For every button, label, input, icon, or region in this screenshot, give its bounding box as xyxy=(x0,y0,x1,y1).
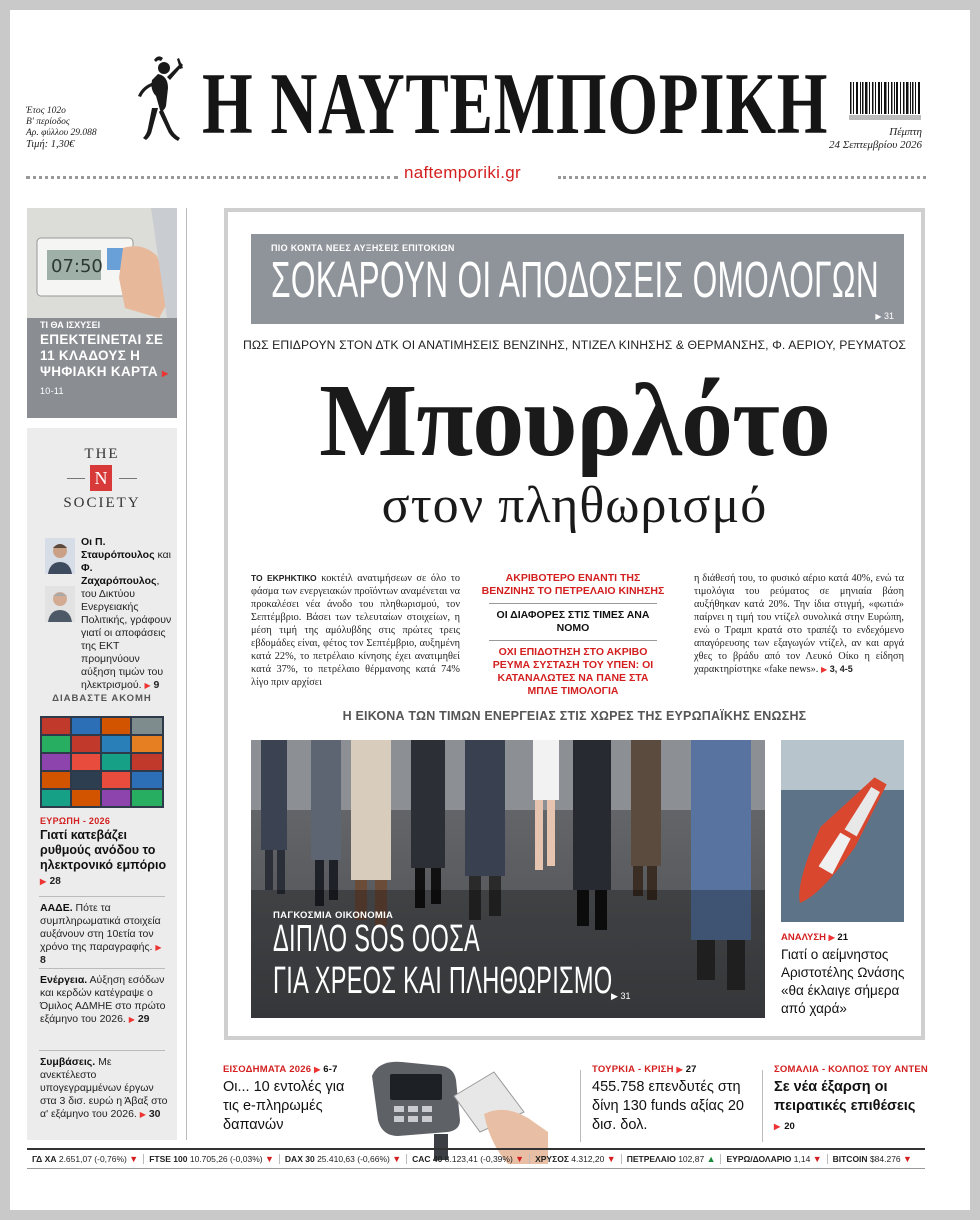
highlight-electricity: ΟΧΙ ΕΠΙΔΟΤΗΣΗ ΣΤΟ ΑΚΡΙΒΟ ΡΕΥΜΑ ΣΥΣΤΑΣΗ ΤΟΥ ΥΠΕΝ: ΟΙ ΚΑΤΑΝΑΛΩΤΕΣ ΝΑ ΠΑΝΕ ΣΤΑ ΜΠΛΕ ΤΙΜΟΛΟΓΙΑ xyxy=(492,646,654,697)
somalia-kicker: ΣΟΜΑΛΙΑ - ΚΟΛΠΟΣ ΤΟΥ ΑΝΤΕΝ xyxy=(774,1064,928,1075)
somalia-page: 20 xyxy=(784,1121,795,1132)
body-pages: 3, 4-5 xyxy=(829,664,853,674)
logo-rule xyxy=(119,478,137,479)
page-arrow-icon: ▶ xyxy=(314,1065,321,1074)
teaser-kicker xyxy=(223,1064,338,1075)
ticker-value: 8.123,41 (-0,39%) xyxy=(444,1154,513,1164)
promo-headline xyxy=(40,332,170,399)
onassis-page: 21 xyxy=(837,932,848,943)
column-divider xyxy=(186,208,187,1140)
brief-item[interactable] xyxy=(40,902,168,967)
page-arrow-icon: ▶ xyxy=(820,665,828,674)
teaser-page: 6-7 xyxy=(323,1064,338,1075)
lead-body-left xyxy=(251,572,460,689)
promo-page: 10-11 xyxy=(40,386,64,396)
promo-headline-text: ΕΠΕΚΤΕΙΝΕΤΑΙ ΣΕ 11 ΚΛΑΔΟΥΣ Η ΨΗΦΙΑΚΗ ΚΑΡΤΑ xyxy=(40,332,164,379)
thermostat-photo xyxy=(27,208,177,318)
teaser-kicker-text: ΤΟΥΡΚΙΑ - ΚΡΙΣΗ xyxy=(592,1064,674,1075)
brief-page: 29 xyxy=(137,1013,150,1025)
brief-page: 8 xyxy=(40,954,46,966)
society-logo-n: N xyxy=(90,465,112,491)
ecommerce-headline-text: Γιατί κατεβάζει ρυθμούς ανόδου το ηλεκτρονικό εμπόριο xyxy=(40,828,167,872)
ticker-value: 10.705,26 (-0,03%) xyxy=(189,1154,263,1164)
down-arrow-icon: ▼ xyxy=(606,1154,616,1164)
banner-page-ref xyxy=(875,311,894,321)
ticker-label: ΕΥΡΩ/ΔΟΛΑΡΙΟ xyxy=(726,1154,792,1164)
ticker-value: 102,87 xyxy=(678,1154,705,1164)
oecd-headline xyxy=(273,918,670,1002)
body-right-text: η διάθεσή του, το φυσικό αέριο κατά 40%, ενώ τα τιμολόγια του ρεύματος σε μηνιαία βάση αυξήθηκαν κατά 20%. Την ίδια στιγμή, «φωτιά» παίρνει η τιμή του ντίζελ συνολικά στην Ευρώπη, ενώ ο Τραμπ κρατά στο τραπέζι το ενδεχόμενο απαγόρευσης των εξαγωγών ντίζελ, αν και αργά χθες το βράδυ από τον Λευκό Οίκο η είδηση χαρακτηρίστηκε «fake news». xyxy=(694,573,904,675)
shipping-containers-photo xyxy=(40,716,164,808)
society-summary: , του Δικτύου Ενεργειακής Πολιτικής, γράφουν γιατί οι αποφάσεις της ΕΚΤ προμηνύουν αύξηση τιμών του ηλεκτρισμού. xyxy=(81,575,172,691)
author-portrait xyxy=(45,586,75,622)
ticker-label: ΓΔ ΧΑ xyxy=(32,1154,57,1164)
newspaper-title: Η ΝΑΥΤΕΜΠΟΡΙΚΗ xyxy=(202,56,829,153)
newspaper-front-page xyxy=(10,10,970,1210)
teaser-divider xyxy=(580,1070,581,1142)
page-arrow-icon: ▶ xyxy=(40,877,47,886)
ticker-value: 4.312,20 xyxy=(571,1154,605,1164)
ticker-label: ΧΡΥΣΟΣ xyxy=(535,1154,569,1164)
website-link[interactable]: naftemporiki.gr xyxy=(404,163,521,182)
page-arrow-icon: ▶ xyxy=(875,312,882,321)
read-more-heading: ΔΙΑΒΑΣΤΕ ΑΚΟΜΗ xyxy=(52,693,152,704)
author-join: και xyxy=(154,549,172,561)
ecommerce-headline[interactable] xyxy=(40,828,168,889)
author-portrait xyxy=(45,538,75,574)
bonds-banner[interactable] xyxy=(251,234,904,324)
oecd-headline-line-1: ΔΙΠΛΟ SOS ΟΟΣΑ xyxy=(273,918,480,960)
svg-text:07:50: 07:50 xyxy=(51,256,103,277)
ticker-item xyxy=(828,1154,917,1164)
lead-subheadline: ΠΩΣ ΕΠΙΔΡΟΥΝ ΣΤΟΝ ΔΤΚ ΟΙ ΑΝΑΤΙΜΗΣΕΙΣ ΒΕΝΖΙΝΗΣ, ΝΤΙΖΕΛ ΚΙΝΗΣΗΣ & ΘΕΡΜΑΝΣΗΣ, Φ. ΑΕΡΙΟΥ, ΡΕΥΜΑΤΟΣ xyxy=(242,338,907,352)
logo-rule xyxy=(67,478,85,479)
issue-day: Πέμπτη xyxy=(889,126,922,138)
highlight-diesel: ΑΚΡΙΒΟΤΕΡΟ ΕΝΑΝΤΙ ΤΗΣ ΒΕΝΖΙΝΗΣ ΤΟ ΠΕΤΡΕΛΑΙΟ ΚΙΝΗΣΗΣ xyxy=(481,572,665,597)
page-arrow-icon: ▶ xyxy=(161,369,169,378)
down-arrow-icon: ▼ xyxy=(903,1154,912,1164)
up-arrow-icon: ▲ xyxy=(706,1154,716,1164)
banner-title: ΣΟΚΑΡΟΥΝ ΟΙ ΑΠΟΔΟΣΕΙΣ ΟΜΟΛΟΓΩΝ xyxy=(271,251,879,308)
page-arrow-icon: ▶ xyxy=(611,991,618,1001)
brief-divider xyxy=(39,896,165,897)
page-arrow-icon: ▶ xyxy=(128,1015,135,1024)
issue-price: Τιμή: 1,30€ xyxy=(26,139,75,150)
turkey-headline[interactable]: 455.758 επενδυτές στη δίνη 130 funds αξίας 20 δισ. δολ. xyxy=(592,1079,744,1133)
market-ticker xyxy=(27,1148,925,1169)
oecd-page: 31 xyxy=(620,991,631,1001)
lead-highlights xyxy=(481,572,665,698)
society-logo-name: SOCIETY xyxy=(63,495,141,511)
society-logo-the: THE xyxy=(84,446,120,462)
highlight-prices: ΟΙ ΔΙΑΦΟΡΕΣ ΣΤΙΣ ΤΙΜΕΣ ΑΝΑ ΝΟΜΟ xyxy=(496,609,650,634)
digital-card-promo[interactable] xyxy=(27,208,177,418)
down-arrow-icon: ▼ xyxy=(812,1154,822,1164)
page-arrow-icon: ▶ xyxy=(774,1122,781,1131)
ticker-item xyxy=(407,1154,530,1164)
page-arrow-icon: ▶ xyxy=(139,1110,146,1119)
page-arrow-icon: ▶ xyxy=(144,681,151,690)
page-arrow-icon: ▶ xyxy=(676,1065,683,1074)
oecd-page-ref xyxy=(611,991,630,1002)
ticker-label: ΠΕΤΡΕΛΑΙΟ xyxy=(626,1154,676,1164)
ecommerce-kicker: ΕΥΡΩΠΗ - 2026 xyxy=(40,816,111,826)
lead-headline[interactable]: Μπουρλότο xyxy=(319,363,830,478)
onassis-kicker-text: ΑΝΑΛΥΣΗ xyxy=(781,932,826,943)
masthead-divider xyxy=(26,176,398,179)
issue-info xyxy=(26,106,97,150)
energy-prices-map-caption: Η ΕΙΚΟΝΑ ΤΩΝ ΤΙΜΩΝ ΕΝΕΡΓΕΙΑΣ ΣΤΙΣ ΧΩΡΕΣ ΤΗΣ ΕΥΡΩΠΑΪΚΗΣ ΕΝΩΣΗΣ xyxy=(342,709,807,723)
brief-title: Ενέργεια. xyxy=(40,974,88,986)
brief-item[interactable] xyxy=(40,1056,168,1121)
lead-in: ΤΟ ΕΚΡΗΚΤΙΚΟ xyxy=(251,573,317,583)
lead-story-frame xyxy=(224,208,925,1040)
ticker-item xyxy=(144,1154,280,1164)
ticker-value: $84.276 xyxy=(869,1154,901,1164)
barcode-icon xyxy=(848,80,928,122)
down-arrow-icon: ▼ xyxy=(515,1154,525,1164)
brief-text: Πότε τα συμπληρωματικά στοιχεία αυξάνουν στη 10ετία τον χρόνο της παραγραφής. xyxy=(40,902,161,953)
ticker-item xyxy=(280,1154,407,1164)
onassis-kicker xyxy=(781,932,848,943)
oecd-story[interactable] xyxy=(251,740,765,1018)
tanker-photo xyxy=(781,740,904,922)
ticker-item xyxy=(622,1154,722,1164)
promo-kicker: ΤΙ ΘΑ ΙΣΧΥΣΕΙ xyxy=(40,320,101,330)
author-1: Οι Π. Σταυρόπουλος xyxy=(81,536,155,561)
down-arrow-icon: ▼ xyxy=(392,1154,402,1164)
teaser-kicker xyxy=(592,1064,697,1075)
hermes-logo-icon xyxy=(134,52,186,152)
oecd-kicker: ΠΑΓΚΟΣΜΙΑ ΟΙΚΟΝΟΜΙΑ xyxy=(273,910,394,921)
ticker-label: BITCOIN xyxy=(832,1154,868,1164)
brief-divider xyxy=(39,968,165,969)
masthead-divider xyxy=(558,176,926,179)
issue-period: Β' περίοδος xyxy=(26,117,70,127)
brief-page: 30 xyxy=(148,1108,161,1120)
onassis-headline[interactable]: Γιατί ο αείμνηστος Αριστοτέλης Ωνάσης «θα έκλαιγε σήμερα από χαρά» xyxy=(781,947,905,1016)
page-arrow-icon: ▶ xyxy=(828,933,835,942)
issue-date xyxy=(829,126,922,152)
lead-headline-second-line[interactable]: στον πληθωρισμό xyxy=(381,477,768,534)
page-arrow-icon: ▶ xyxy=(155,943,162,952)
highlight-divider xyxy=(489,603,657,604)
down-arrow-icon: ▼ xyxy=(129,1154,139,1164)
banner-kicker: ΠΙΟ ΚΟΝΤΑ ΝΕΕΣ ΑΥΞΗΣΕΙΣ ΕΠΙΤΟΚΙΩΝ xyxy=(271,243,455,253)
epayments-headline[interactable]: Οι... 10 εντολές για τις e-πληρωμές δαπανών xyxy=(223,1079,345,1133)
brief-text: Με ανεκτέλεστο υπογεγραμμένων έργων στα 3 δισ. ευρώ η Άβαξ στο α' εξάμηνο του 2026. xyxy=(40,1056,168,1120)
brief-title: Συμβάσεις. xyxy=(40,1056,96,1068)
author-2: Φ. Ζαχαρόπουλος xyxy=(81,562,157,587)
ticker-label: FTSE 100 xyxy=(149,1154,188,1164)
brief-item[interactable] xyxy=(40,974,168,1026)
ticker-item xyxy=(530,1154,622,1164)
ticker-label: DAX 30 xyxy=(284,1154,315,1164)
ticker-value: 2.651,07 (-0,76%) xyxy=(58,1154,127,1164)
teaser-page: 27 xyxy=(685,1064,697,1075)
highlight-divider xyxy=(489,640,657,641)
teaser-divider xyxy=(762,1070,763,1142)
brief-divider xyxy=(39,1050,165,1051)
ticker-item xyxy=(721,1154,827,1164)
somalia-headline-text: Σε νέα έξαρση οι πειρατικές επιθέσεις xyxy=(774,1079,916,1114)
banner-page: 31 xyxy=(883,311,894,321)
brief-title: ΑΑΔΕ. xyxy=(40,902,73,914)
body-left-text: κοκτέιλ ανατιμήσεων σε όλο το φάσμα των ενεργειακών προϊόντων αναμένεται να προκαλέσει νέα άνοδο του πληθωρισμού, τον Σεπτέμβριο. Βάσει των τελευταίων στοιχείων, η μέση τιμή της αμόλυβδης στις πρώτες τρεις εβδομάδες είναι, φέτος τον Σεπτέμβριο, αυξημένη κατά 22%, το πετρέλαιο κίνησης έχει ανατιμηθεί κατά 37%, το πετρέλαιο θέρμανσης κατά 74% λίγο πριν αρχίσει xyxy=(251,573,460,688)
issue-date-text: 24 Σεπτεμβρίου 2026 xyxy=(828,139,922,151)
issue-number: Αρ. φύλλου 29.088 xyxy=(26,128,97,138)
society-text[interactable] xyxy=(81,536,173,692)
brief-text: Αύξηση εσόδων και κερδών κατέγραψε ο Όμιλος ΑΔΜΗΕ στο πρώτο εξάμηνο του 2026. xyxy=(40,974,166,1025)
ticker-label: CAC 40 xyxy=(412,1154,443,1164)
society-column xyxy=(27,428,177,1140)
ticker-value: 25.410,63 (-0,66%) xyxy=(317,1154,390,1164)
somalia-headline[interactable] xyxy=(774,1078,924,1136)
issue-year: Έτος 102ο xyxy=(26,106,66,116)
tanker-ship-photo xyxy=(781,740,904,922)
down-arrow-icon: ▼ xyxy=(265,1154,274,1164)
teaser-kicker-text: ΕΙΣΟΔΗΜΑΤΑ 2026 xyxy=(223,1064,312,1075)
lead-body-right xyxy=(694,572,904,676)
society-page: 9 xyxy=(153,679,160,691)
ecommerce-page: 28 xyxy=(49,876,61,887)
ticker-value: 1,14 xyxy=(793,1154,811,1164)
ticker-item xyxy=(27,1154,144,1164)
oecd-headline-line-2: ΓΙΑ ΧΡΕΟΣ ΚΑΙ ΠΛΗΘΩΡΙΣΜΟ xyxy=(273,960,613,1002)
